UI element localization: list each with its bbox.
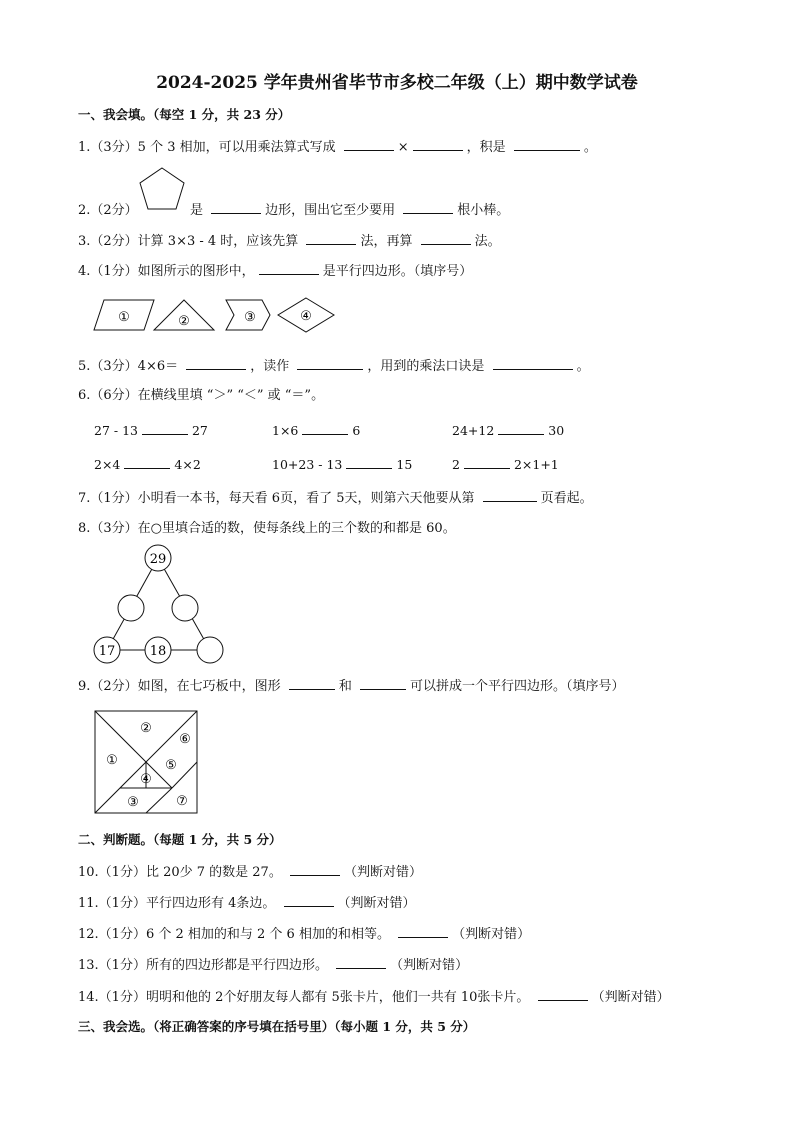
- question-12: [78, 924, 530, 944]
- q2-text: 2.（2分）: [78, 203, 138, 218]
- q11-text: 11.（1分）平行四边形有 4条边。: [78, 896, 276, 911]
- compare-left: 10+23 - 13: [272, 457, 343, 472]
- q10-text-2: （判断对错）: [343, 865, 422, 880]
- q9-text-2: 和: [338, 679, 352, 694]
- tangram-label-5: ⑤: [165, 758, 177, 773]
- tangram-label-2: ②: [140, 721, 152, 736]
- compare-blank[interactable]: [302, 421, 348, 435]
- q9-blank-1[interactable]: [289, 676, 335, 690]
- section-3-heading: 三、我会选。（将正确答案的序号填在括号里）（每小题 1 分，共 5 分）: [78, 1019, 476, 1034]
- q3-blank-1[interactable]: [306, 231, 356, 245]
- question-13: [78, 955, 468, 975]
- q1-text-2: ，积是: [466, 140, 506, 155]
- shape-2-label: ②: [178, 314, 190, 329]
- q5-text-4: 。: [576, 359, 590, 374]
- question-9: [78, 676, 625, 696]
- question-4: [78, 261, 472, 281]
- q12-text: 12.（1分）6 个 2 相加的和与 2 个 6 相加的和相等。: [78, 927, 390, 942]
- q14-text: 14.（1分）明明和他的 2个好朋友每人都有 5张卡片，他们一共有 10张卡片。: [78, 990, 530, 1005]
- q14-blank[interactable]: [538, 987, 588, 1001]
- number-bottom-left: 17: [98, 644, 116, 659]
- q5-text-3: ，用到的乘法口诀是: [367, 359, 485, 374]
- compare-blank[interactable]: [142, 421, 188, 435]
- q2-blank-2[interactable]: [403, 200, 453, 214]
- compare-item-5: [272, 455, 412, 474]
- tangram-label-6: ⑥: [179, 732, 191, 747]
- question-3: [78, 231, 501, 251]
- q9-text-3: 可以拼成一个平行四边形。（填序号）: [409, 679, 625, 694]
- q4-text-2: 是平行四边形。（填序号）: [322, 264, 473, 279]
- q13-blank[interactable]: [336, 955, 386, 969]
- q1-times: ×: [397, 140, 409, 155]
- q10-text: 10.（1分）比 20少 7 的数是 27。: [78, 865, 282, 880]
- compare-left: 2×4: [94, 457, 121, 472]
- q11-blank[interactable]: [284, 893, 334, 907]
- q1-text-3: 。: [583, 140, 597, 155]
- compare-right: 6: [352, 423, 361, 438]
- q2-text-3: 边形，围出它至少要用: [265, 203, 396, 218]
- circle-left-mid[interactable]: [118, 595, 144, 621]
- compare-right: 30: [548, 423, 565, 438]
- question-14: [78, 987, 670, 1007]
- q11-text-2: （判断对错）: [337, 896, 416, 911]
- compare-blank[interactable]: [464, 455, 510, 469]
- q2-blank-1[interactable]: [211, 200, 261, 214]
- q2-text-4: 根小棒。: [457, 203, 510, 218]
- shape-4-label: ④: [300, 309, 312, 324]
- q14-text-2: （判断对错）: [591, 990, 670, 1005]
- q1-text: 1.（3分）5 个 3 相加，可以用乘法算式写成: [78, 140, 336, 155]
- q3-text-3: 法。: [474, 234, 501, 249]
- question-8: 8.（3分）在○里填合适的数，使每条线上的三个数的和都是 60。: [78, 521, 456, 536]
- compare-item-1: [94, 421, 208, 440]
- section-2-heading: 二、判断题。（每题 1 分，共 5 分）: [78, 832, 282, 847]
- compare-right: 27: [191, 423, 208, 438]
- page-title: 2024-2025 学年贵州省毕节市多校二年级（上）期中数学试卷: [156, 73, 638, 93]
- q4-text: 4.（1分）如图所示的图形中，: [78, 264, 255, 279]
- q3-text: 3.（2分）计算 3×3 - 4 时，应该先算: [78, 234, 299, 249]
- q5-text-2: ，读作: [250, 359, 290, 374]
- q5-blank-3[interactable]: [493, 356, 573, 370]
- tangram-line-e: [146, 788, 172, 813]
- q8-triangle-figure: [90, 542, 230, 668]
- tangram-label-3: ③: [127, 795, 139, 810]
- q7-text: 7.（1分）小明看一本书，每天看 6页，看了 5天，则第六天他要从第: [78, 491, 475, 506]
- q4-shapes-figure: [92, 294, 342, 338]
- q3-blank-2[interactable]: [421, 231, 471, 245]
- circle-bottom-right[interactable]: [197, 637, 223, 663]
- compare-blank[interactable]: [498, 421, 544, 435]
- q13-text-2: （判断对错）: [390, 958, 469, 973]
- compare-blank[interactable]: [124, 455, 170, 469]
- q13-text: 13.（1分）所有的四边形都是平行四边形。: [78, 958, 328, 973]
- circle-right-mid[interactable]: [172, 595, 198, 621]
- number-bottom-mid: 18: [149, 644, 167, 659]
- q2-text-2: 是: [189, 203, 203, 218]
- tangram-label-4: ④: [140, 772, 152, 787]
- compare-right: 4×2: [174, 457, 201, 472]
- section-1-heading: 一、我会填。（每空 1 分，共 23 分）: [78, 107, 291, 122]
- q4-blank[interactable]: [259, 261, 319, 275]
- compare-left: 24+12: [452, 423, 495, 438]
- q12-blank[interactable]: [398, 924, 448, 938]
- q5-text: 5.（3分）4×6＝: [78, 359, 179, 374]
- compare-right: 2×1+1: [513, 457, 559, 472]
- tangram-label-7: ⑦: [176, 794, 188, 809]
- compare-item-3: [452, 421, 564, 440]
- q1-blank-3[interactable]: [514, 137, 580, 151]
- compare-item-2: [272, 421, 360, 440]
- q10-blank[interactable]: [290, 862, 340, 876]
- question-5: [78, 356, 590, 376]
- question-10: [78, 862, 422, 882]
- q5-blank-1[interactable]: [186, 356, 246, 370]
- q7-blank[interactable]: [483, 488, 537, 502]
- compare-left: 2: [452, 457, 460, 472]
- q12-text-2: （判断对错）: [452, 927, 531, 942]
- compare-right: 15: [396, 457, 413, 472]
- q9-text: 9.（2分）如图，在七巧板中，图形: [78, 679, 281, 694]
- number-top: 29: [149, 552, 167, 567]
- tangram-line-a: [95, 711, 172, 788]
- q3-text-2: 法，再算: [360, 234, 413, 249]
- compare-item-4: [94, 455, 201, 474]
- shape-1-label: ①: [118, 310, 130, 325]
- compare-left: 1×6: [272, 423, 299, 438]
- tangram-figure: [94, 710, 198, 814]
- q7-text-2: 页看起。: [540, 491, 593, 506]
- tangram-label-1: ①: [106, 753, 118, 768]
- q9-blank-2[interactable]: [360, 676, 406, 690]
- question-7: [78, 488, 593, 508]
- question-11: [78, 893, 416, 913]
- q5-blank-2[interactable]: [297, 356, 363, 370]
- shape-3-label: ③: [244, 310, 256, 325]
- q1-blank-2[interactable]: [413, 137, 463, 151]
- compare-left: 27 - 13: [94, 423, 138, 438]
- pentagon-figure: [138, 165, 190, 215]
- compare-blank[interactable]: [346, 455, 392, 469]
- question-6: 6.（6分）在横线里填 “＞” “＜” 或 “＝”。: [78, 388, 325, 403]
- question-1: [78, 137, 597, 157]
- q1-blank-1[interactable]: [344, 137, 394, 151]
- compare-item-6: [452, 455, 559, 474]
